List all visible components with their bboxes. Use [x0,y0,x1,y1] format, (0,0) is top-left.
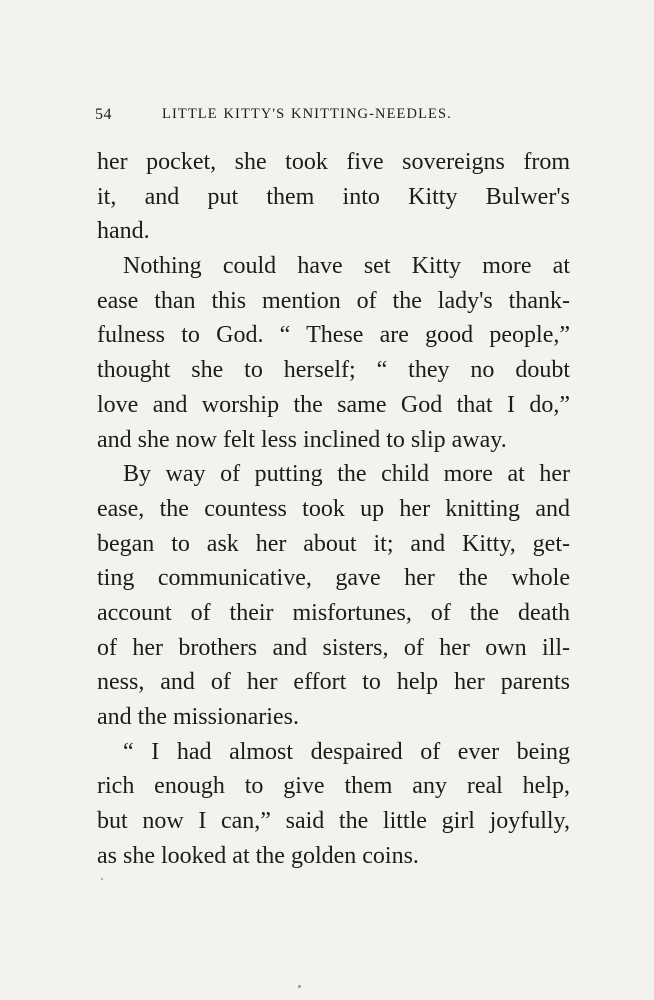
text-line: account of their misfortunes, of the death [97,599,570,626]
text-line: fulness to God. “ These are good people,” [97,322,570,349]
text-line: love and worship the same God that I do,” [97,391,570,418]
text-line: hand. [97,218,150,245]
text-line: ease than this mention of the lady's thank- [97,287,570,314]
paper-speck [101,878,103,880]
text-line: By way of putting the child more at her [123,461,570,488]
text-line: and the missionaries. [97,704,299,730]
text-line: “ I had almost despaired of ever being [123,738,570,765]
text-line: and she now felt less inclined to slip away. [97,426,507,453]
text-line: but now I can,” said the little girl joyfully, [97,808,570,835]
text-line: Nothing could have set Kitty more at [123,253,570,280]
running-title: LITTLE KITTY'S KNITTING-NEEDLES. [162,106,452,122]
text-line: her pocket, she took five sovereigns from [97,149,570,175]
text-line: ease, the countess took up her knitting and [97,495,570,522]
text-line: thought she to herself; “ they no doubt [97,357,570,384]
paper-speck [298,985,301,988]
text-line: rich enough to give them any real help, [97,773,570,800]
text-line: as she looked at the golden coins. [97,842,419,869]
text-line: of her brothers and sisters, of her own ill- [97,634,570,661]
text-line: ness, and of her effort to help her parents [97,669,570,696]
text-line: ting communicative, gave her the whole [97,565,570,592]
body-text [97,145,570,873]
running-head [95,106,565,130]
text-line: it, and put them into Kitty Bulwer's [97,183,570,210]
text-line: began to ask her about it; and Kitty, get- [97,530,570,557]
page-number: 54 [95,106,112,123]
